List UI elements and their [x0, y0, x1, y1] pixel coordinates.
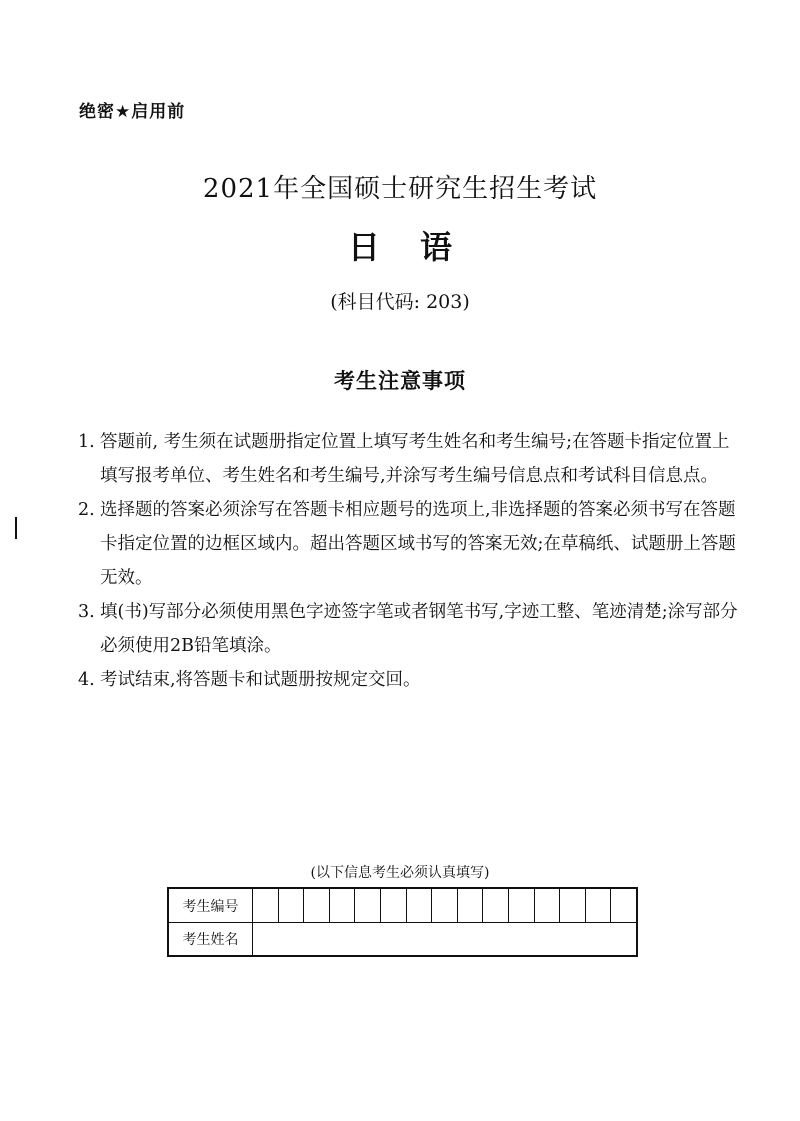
subject-code: (科目代码: 203) [330, 291, 470, 313]
candidate-number-box[interactable] [432, 889, 458, 922]
notice-item-text: 答题前, 考生须在试题册指定位置上填写考生姓名和考生编号;在答题卡指定位置上填写报考单位、考生姓名和考生编号,并涂写考生编号信息点和考试科目信息点。 [100, 432, 730, 486]
notice-item [78, 425, 738, 493]
candidate-number-box[interactable] [535, 889, 561, 922]
binding-margin-mark [15, 517, 17, 539]
subject-title: 日语 [347, 228, 492, 266]
candidate-number-box[interactable] [483, 889, 509, 922]
notice-item-number: 1. [78, 432, 95, 452]
candidate-name-row [169, 923, 636, 955]
notice-item [78, 663, 738, 697]
candidate-number-box[interactable] [509, 889, 535, 922]
candidate-number-label: 考生编号 [169, 889, 253, 922]
candidate-number-box[interactable] [458, 889, 484, 922]
notice-item-text: 填(书)写部分必须使用黑色字迹签字笔或者钢笔书写,字迹工整、笔迹清楚;涂写部分必须使用2B铅笔填涂。 [100, 602, 738, 656]
notice-item-number: 2. [78, 500, 95, 520]
form-hint: (以下信息考生必须认真填写) [310, 865, 490, 881]
notice-item-number: 4. [78, 670, 95, 690]
candidate-name-label: 考生姓名 [169, 923, 253, 955]
notice-item-text: 考试结束,将答题卡和试题册按规定交回。 [100, 670, 421, 690]
notice-item [78, 493, 738, 595]
candidate-number-box[interactable] [330, 889, 356, 922]
candidate-number-box[interactable] [586, 889, 612, 922]
candidate-number-box[interactable] [560, 889, 586, 922]
notice-item-text: 选择题的答案必须涂写在答题卡相应题号的选项上,非选择题的答案必须书写在答题卡指定位置的边框区域内。超出答题区域书写的答案无效;在草稿纸、试题册上答题无效。 [100, 500, 736, 588]
candidate-number-cells [253, 889, 636, 922]
notice-list [78, 425, 738, 697]
candidate-number-box[interactable] [355, 889, 381, 922]
candidate-number-box[interactable] [304, 889, 330, 922]
candidate-number-box[interactable] [279, 889, 305, 922]
notice-item-number: 3. [78, 602, 95, 622]
candidate-number-box[interactable] [253, 889, 279, 922]
confidential-mark: 绝密★启用前 [79, 102, 186, 122]
notice-item [78, 595, 738, 663]
candidate-name-field[interactable] [253, 923, 636, 955]
notice-heading: 考生注意事项 [334, 369, 466, 393]
candidate-number-row [169, 889, 636, 923]
candidate-number-box[interactable] [407, 889, 433, 922]
exam-title: 2021年全国硕士研究生招生考试 [202, 174, 598, 204]
candidate-number-box[interactable] [381, 889, 407, 922]
candidate-info-table [167, 887, 638, 957]
candidate-number-box[interactable] [611, 889, 636, 922]
